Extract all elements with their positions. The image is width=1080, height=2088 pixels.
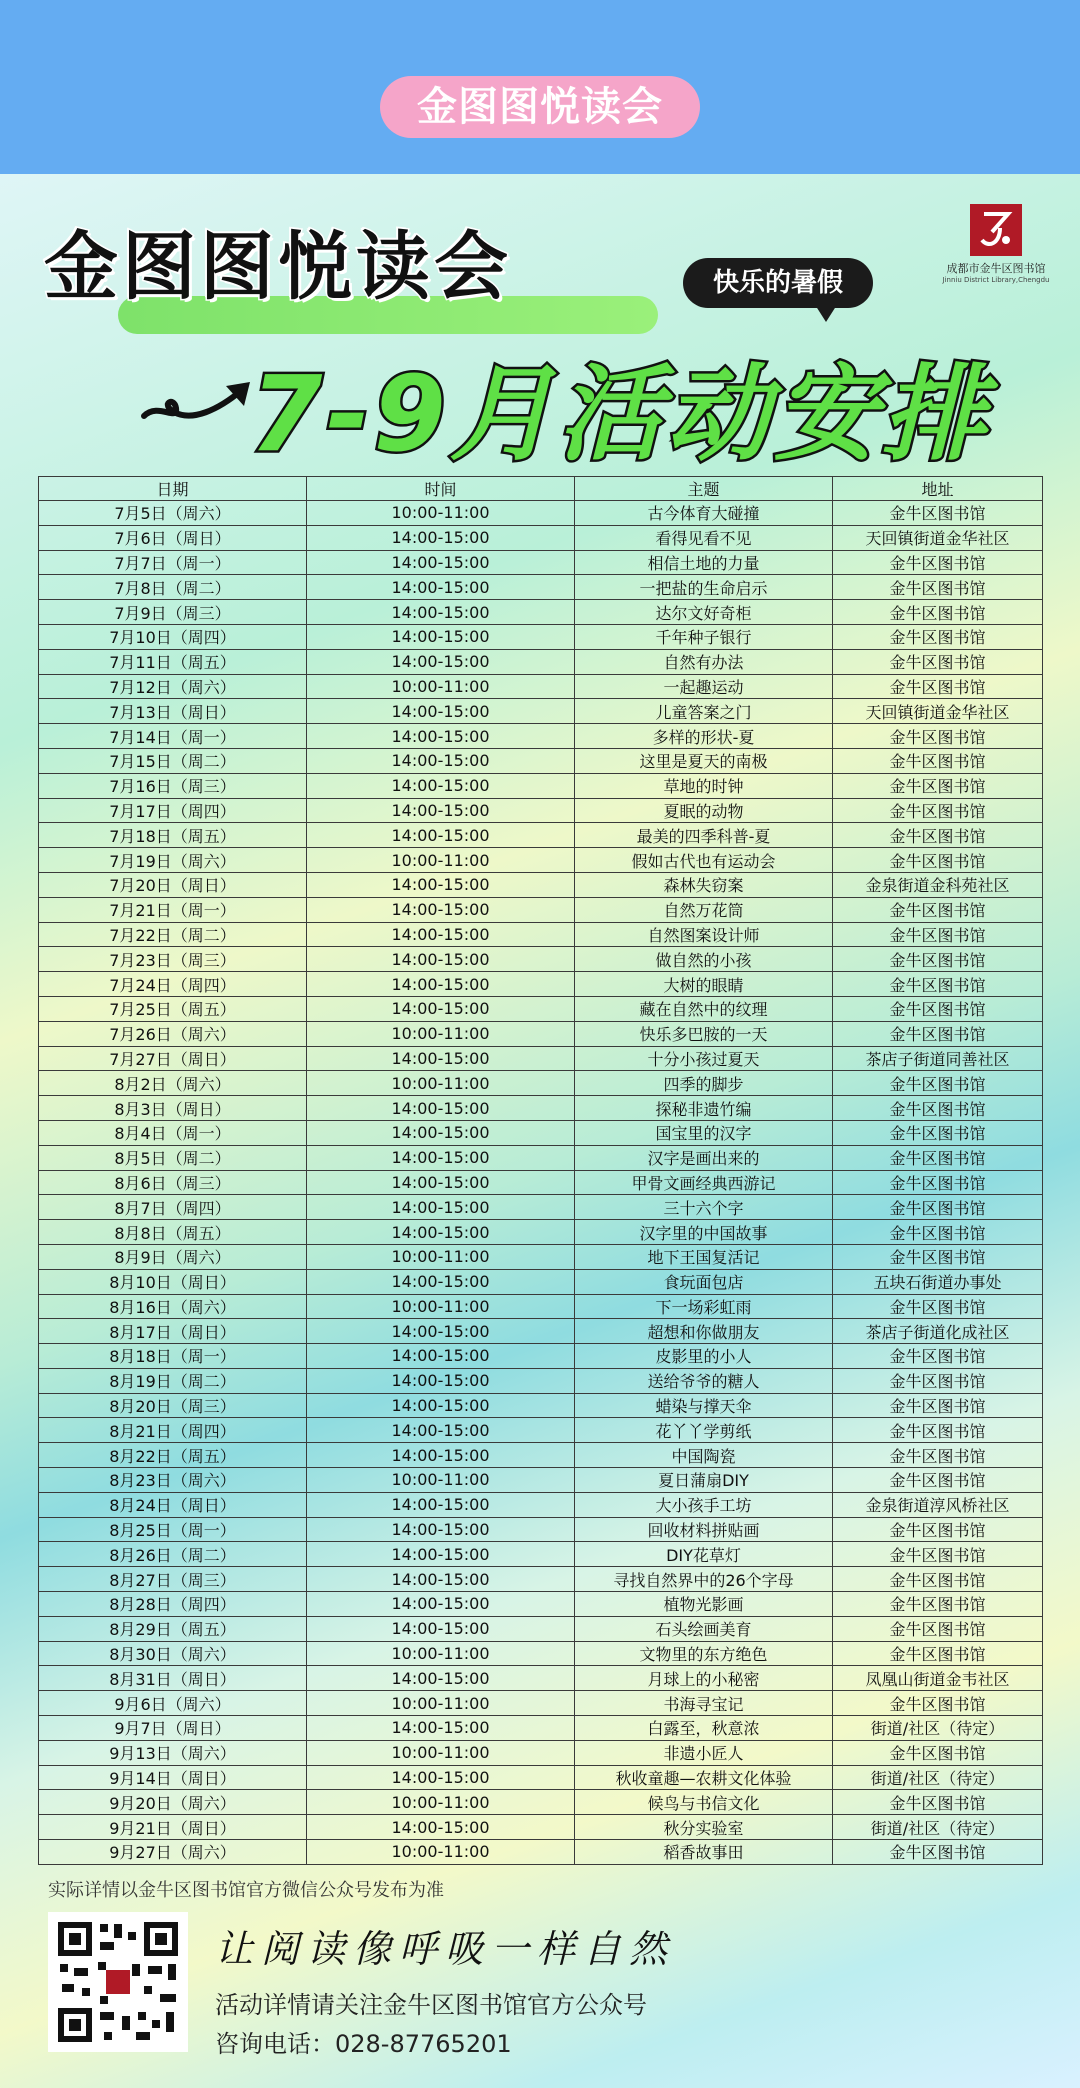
cell-date: 7月13日（周日） [39,699,307,724]
cell-topic: DIY花草灯 [575,1542,833,1567]
cell-date: 8月22日（周五） [39,1443,307,1468]
cell-topic: 十分小孩过夏天 [575,1046,833,1071]
cell-topic: 秋收童趣—农耕文化体验 [575,1765,833,1790]
cell-time: 14:00-15:00 [307,1170,575,1195]
cell-time: 14:00-15:00 [307,1616,575,1641]
cell-address: 金牛区图书馆 [833,649,1043,674]
library-logo-icon [970,204,1022,256]
table-row [39,501,1043,526]
cell-time: 14:00-15:00 [307,525,575,550]
cell-date: 9月20日（周六） [39,1790,307,1815]
table-row [39,649,1043,674]
cell-time: 14:00-15:00 [307,1195,575,1220]
cell-topic: 探秘非遗竹编 [575,1096,833,1121]
table-row [39,699,1043,724]
cell-topic: 寻找自然界中的26个字母 [575,1567,833,1592]
cell-topic: 秋分实验室 [575,1815,833,1840]
cell-topic: 夏日蒲扇DIY [575,1468,833,1493]
cell-date: 7月16日（周三） [39,773,307,798]
cell-time: 10:00-11:00 [307,1740,575,1765]
table-row [39,1344,1043,1369]
cell-date: 8月6日（周三） [39,1170,307,1195]
table-row [39,947,1043,972]
cell-topic: 石头绘画美育 [575,1616,833,1641]
table-row [39,525,1043,550]
table-row [39,1492,1043,1517]
cell-topic: 书海寻宝记 [575,1691,833,1716]
cell-time: 14:00-15:00 [307,575,575,600]
cell-topic: 四季的脚步 [575,1071,833,1096]
cell-address: 金牛区图书馆 [833,1195,1043,1220]
cell-topic: 食玩面包店 [575,1269,833,1294]
cell-topic: 森林失窃案 [575,872,833,897]
summer-bubble: 快乐的暑假 [683,258,873,308]
cell-date: 8月24日（周日） [39,1492,307,1517]
cell-time: 14:00-15:00 [307,624,575,649]
table-row [39,1691,1043,1716]
cell-date: 8月19日（周二） [39,1368,307,1393]
cell-time: 14:00-15:00 [307,1492,575,1517]
cell-topic: 自然有办法 [575,649,833,674]
cell-address: 金牛区图书馆 [833,1616,1043,1641]
cell-time: 10:00-11:00 [307,1840,575,1865]
table-row [39,550,1043,575]
table-row [39,1145,1043,1170]
cell-address: 金牛区图书馆 [833,1393,1043,1418]
table-row [39,748,1043,773]
cell-address: 金牛区图书馆 [833,1468,1043,1493]
follow-text: 活动详情请关注金牛区图书馆官方公众号 [215,1991,647,2019]
cell-time: 10:00-11:00 [307,1021,575,1046]
cell-date: 7月26日（周六） [39,1021,307,1046]
cell-time: 14:00-15:00 [307,1269,575,1294]
cell-date: 7月24日（周四） [39,972,307,997]
cell-address: 金牛区图书馆 [833,1443,1043,1468]
table-row [39,1170,1043,1195]
cell-date: 9月27日（周六） [39,1840,307,1865]
cell-address: 金牛区图书馆 [833,1145,1043,1170]
cell-time: 14:00-15:00 [307,550,575,575]
cell-address: 金牛区图书馆 [833,1567,1043,1592]
table-row [39,1542,1043,1567]
cell-address: 街道/社区（待定） [833,1815,1043,1840]
cell-time: 10:00-11:00 [307,1468,575,1493]
cell-address: 金牛区图书馆 [833,798,1043,823]
cell-date: 8月16日（周六） [39,1294,307,1319]
cell-topic: 三十六个字 [575,1195,833,1220]
cell-topic: 这里是夏天的南极 [575,748,833,773]
slogan: 让阅读像呼吸一样自然 [215,1927,676,1971]
table-row [39,798,1043,823]
cell-topic: 一把盐的生命启示 [575,575,833,600]
cell-date: 9月21日（周日） [39,1815,307,1840]
schedule-table [38,476,1043,1865]
cell-address: 金牛区图书馆 [833,897,1043,922]
cell-time: 14:00-15:00 [307,649,575,674]
table-row [39,1120,1043,1145]
cell-time: 10:00-11:00 [307,501,575,526]
table-row [39,996,1043,1021]
cell-topic: 送给爷爷的糖人 [575,1368,833,1393]
cell-time: 10:00-11:00 [307,1790,575,1815]
cell-date: 7月22日（周二） [39,922,307,947]
cell-address: 金牛区图书馆 [833,724,1043,749]
cell-date: 7月17日（周四） [39,798,307,823]
cell-topic: 做自然的小孩 [575,947,833,972]
cell-date: 7月18日（周五） [39,823,307,848]
cell-date: 7月10日（周四） [39,624,307,649]
cell-address: 金牛区图书馆 [833,996,1043,1021]
cell-date: 8月4日（周一） [39,1120,307,1145]
table-row [39,1096,1043,1121]
cell-time: 14:00-15:00 [307,972,575,997]
cell-topic: 自然图案设计师 [575,922,833,947]
cell-address: 金牛区图书馆 [833,1790,1043,1815]
cell-date: 7月14日（周一） [39,724,307,749]
cell-topic: 花丫丫学剪纸 [575,1418,833,1443]
cell-time: 14:00-15:00 [307,1592,575,1617]
cell-date: 8月28日（周四） [39,1592,307,1617]
cell-address: 金牛区图书馆 [833,1368,1043,1393]
cell-date: 7月9日（周三） [39,600,307,625]
cell-address: 金牛区图书馆 [833,1244,1043,1269]
cell-date: 9月13日（周六） [39,1740,307,1765]
cell-date: 8月10日（周日） [39,1269,307,1294]
table-row [39,1294,1043,1319]
cell-time: 14:00-15:00 [307,1418,575,1443]
cell-time: 10:00-11:00 [307,674,575,699]
cell-time: 14:00-15:00 [307,1046,575,1071]
cell-date: 9月14日（周日） [39,1765,307,1790]
table-row [39,1517,1043,1542]
cell-address: 金牛区图书馆 [833,1542,1043,1567]
cell-address: 金牛区图书馆 [833,748,1043,773]
top-banner [0,0,1080,174]
cell-time: 14:00-15:00 [307,996,575,1021]
cell-time: 14:00-15:00 [307,1368,575,1393]
table-row [39,1021,1043,1046]
cell-date: 8月7日（周四） [39,1195,307,1220]
cell-topic: 甲骨文画经典西游记 [575,1170,833,1195]
table-row [39,1220,1043,1245]
cell-date: 8月29日（周五） [39,1616,307,1641]
cell-time: 14:00-15:00 [307,1319,575,1344]
cell-time: 14:00-15:00 [307,1120,575,1145]
library-name: 成都市金牛区图书馆 [946,262,1046,275]
table-row [39,1468,1043,1493]
qr-code-icon [48,1912,188,2052]
cell-time: 14:00-15:00 [307,1666,575,1691]
table-row [39,1319,1043,1344]
cell-topic: 古今体育大碰撞 [575,501,833,526]
cell-address: 天回镇街道金华社区 [833,699,1043,724]
cell-topic: 候鸟与书信文化 [575,1790,833,1815]
cell-topic: 国宝里的汉字 [575,1120,833,1145]
cell-topic: 一起趣运动 [575,674,833,699]
cell-time: 14:00-15:00 [307,798,575,823]
table-row [39,823,1043,848]
cell-address: 金牛区图书馆 [833,1120,1043,1145]
table-row [39,1071,1043,1096]
cell-time: 14:00-15:00 [307,1220,575,1245]
cell-address: 金牛区图书馆 [833,1071,1043,1096]
cell-date: 7月19日（周六） [39,848,307,873]
table-row [39,972,1043,997]
cell-topic: 多样的形状-夏 [575,724,833,749]
cell-address: 金牛区图书馆 [833,1740,1043,1765]
schedule-headline: 7-9月活动安排 [250,353,990,475]
cell-date: 7月21日（周一） [39,897,307,922]
cell-time: 14:00-15:00 [307,1765,575,1790]
cell-time: 14:00-15:00 [307,897,575,922]
cell-time: 14:00-15:00 [307,724,575,749]
cell-address: 金牛区图书馆 [833,1220,1043,1245]
top-title-pill: 金图图悦读会 [380,76,700,138]
cell-time: 14:00-15:00 [307,600,575,625]
cell-time: 14:00-15:00 [307,872,575,897]
cell-time: 14:00-15:00 [307,1716,575,1741]
table-row [39,1840,1043,1865]
cell-time: 14:00-15:00 [307,1344,575,1369]
cell-date: 8月26日（周二） [39,1542,307,1567]
table-row [39,1666,1043,1691]
cell-date: 7月12日（周六） [39,674,307,699]
cell-address: 金牛区图书馆 [833,674,1043,699]
cell-date: 7月27日（周日） [39,1046,307,1071]
cell-time: 10:00-11:00 [307,1244,575,1269]
cell-address: 金牛区图书馆 [833,1170,1043,1195]
cell-address: 金牛区图书馆 [833,1418,1043,1443]
cell-topic: 千年种子银行 [575,624,833,649]
cell-time: 10:00-11:00 [307,1641,575,1666]
column-header-topic: 主题 [575,477,833,501]
cell-time: 14:00-15:00 [307,1145,575,1170]
table-row [39,1393,1043,1418]
table-row [39,1765,1043,1790]
cell-topic: 白露至，秋意浓 [575,1716,833,1741]
table-row [39,1443,1043,1468]
table-row [39,674,1043,699]
cell-date: 8月20日（周三） [39,1393,307,1418]
notice-text: 实际详情以金牛区图书馆官方微信公众号发布为准 [48,1880,444,1901]
cell-address: 五块石街道办事处 [833,1269,1043,1294]
cell-date: 8月23日（周六） [39,1468,307,1493]
cell-topic: 植物光影画 [575,1592,833,1617]
cell-address: 茶店子街道同善社区 [833,1046,1043,1071]
table-row [39,1269,1043,1294]
cell-address: 金牛区图书馆 [833,823,1043,848]
cell-address: 天回镇街道金华社区 [833,525,1043,550]
cell-time: 14:00-15:00 [307,773,575,798]
cell-time: 14:00-15:00 [307,1096,575,1121]
cell-date: 8月30日（周六） [39,1641,307,1666]
cell-topic: 超想和你做朋友 [575,1319,833,1344]
cell-date: 7月7日（周一） [39,550,307,575]
cell-date: 8月8日（周五） [39,1220,307,1245]
cell-address: 金泉街道金科苑社区 [833,872,1043,897]
table-row [39,922,1043,947]
cell-address: 凤凰山街道金韦社区 [833,1666,1043,1691]
cell-topic: 大树的眼睛 [575,972,833,997]
cell-date: 8月21日（周四） [39,1418,307,1443]
table-row [39,872,1043,897]
cell-address: 金牛区图书馆 [833,1641,1043,1666]
table-row [39,575,1043,600]
cell-time: 14:00-15:00 [307,823,575,848]
cell-date: 7月20日（周日） [39,872,307,897]
cell-address: 金牛区图书馆 [833,624,1043,649]
cell-address: 金牛区图书馆 [833,947,1043,972]
cell-topic: 儿童答案之门 [575,699,833,724]
cell-topic: 达尔文好奇柜 [575,600,833,625]
cell-date: 8月27日（周三） [39,1567,307,1592]
table-row [39,1418,1043,1443]
cell-address: 金牛区图书馆 [833,773,1043,798]
cell-topic: 草地的时钟 [575,773,833,798]
table-row [39,1195,1043,1220]
table-row [39,1716,1043,1741]
cell-topic: 稻香故事田 [575,1840,833,1865]
cell-topic: 相信土地的力量 [575,550,833,575]
table-row [39,724,1043,749]
cell-time: 10:00-11:00 [307,1294,575,1319]
cell-date: 8月17日（周日） [39,1319,307,1344]
cell-address: 街道/社区（待定） [833,1765,1043,1790]
cell-date: 8月18日（周一） [39,1344,307,1369]
schedule-body [39,501,1043,1865]
cell-date: 7月23日（周三） [39,947,307,972]
cell-topic: 藏在自然中的纹理 [575,996,833,1021]
column-header-date: 日期 [39,477,307,501]
table-row [39,1790,1043,1815]
cell-topic: 看得见看不见 [575,525,833,550]
cell-time: 14:00-15:00 [307,1393,575,1418]
cell-date: 7月25日（周五） [39,996,307,1021]
cell-date: 8月31日（周日） [39,1666,307,1691]
cell-topic: 下一场彩虹雨 [575,1294,833,1319]
cell-time: 10:00-11:00 [307,1691,575,1716]
cell-address: 金牛区图书馆 [833,972,1043,997]
cell-address: 金牛区图书馆 [833,575,1043,600]
cell-address: 金牛区图书馆 [833,1691,1043,1716]
column-header-address: 地址 [833,477,1043,501]
table-row [39,1815,1043,1840]
cell-topic: 非遗小匠人 [575,1740,833,1765]
cell-date: 7月6日（周日） [39,525,307,550]
cell-topic: 大小孩手工坊 [575,1492,833,1517]
cell-topic: 文物里的东方绝色 [575,1641,833,1666]
cell-topic: 自然万花筒 [575,897,833,922]
cell-time: 10:00-11:00 [307,848,575,873]
cell-time: 14:00-15:00 [307,699,575,724]
cell-address: 街道/社区（待定） [833,1716,1043,1741]
table-row [39,1368,1043,1393]
library-logo [922,204,1070,284]
cell-date: 9月6日（周六） [39,1691,307,1716]
table-row [39,600,1043,625]
table-row [39,1592,1043,1617]
cell-time: 14:00-15:00 [307,1517,575,1542]
cell-topic: 皮影里的小人 [575,1344,833,1369]
cell-address: 茶店子街道化成社区 [833,1319,1043,1344]
cell-address: 金牛区图书馆 [833,1517,1043,1542]
table-row [39,624,1043,649]
cell-time: 14:00-15:00 [307,748,575,773]
cell-date: 8月5日（周二） [39,1145,307,1170]
table-row [39,1740,1043,1765]
column-header-time: 时间 [307,477,575,501]
cell-date: 7月15日（周二） [39,748,307,773]
cell-address: 金牛区图书馆 [833,550,1043,575]
cell-topic: 最美的四季科普-夏 [575,823,833,848]
swirl-arrow-icon [138,372,268,428]
cell-date: 7月5日（周六） [39,501,307,526]
cell-address: 金牛区图书馆 [833,1592,1043,1617]
table-row [39,1567,1043,1592]
cell-address: 金牛区图书馆 [833,848,1043,873]
cell-address: 金牛区图书馆 [833,1096,1043,1121]
cell-time: 14:00-15:00 [307,1542,575,1567]
cell-topic: 中国陶瓷 [575,1443,833,1468]
cell-date: 8月25日（周一） [39,1517,307,1542]
cell-time: 14:00-15:00 [307,947,575,972]
cell-address: 金牛区图书馆 [833,1294,1043,1319]
cell-address: 金牛区图书馆 [833,600,1043,625]
table-row [39,1244,1043,1269]
cell-topic: 快乐多巴胺的一天 [575,1021,833,1046]
cell-date: 7月8日（周二） [39,575,307,600]
cell-address: 金牛区图书馆 [833,501,1043,526]
cell-time: 14:00-15:00 [307,1443,575,1468]
cell-topic: 夏眠的动物 [575,798,833,823]
cell-address: 金牛区图书馆 [833,1840,1043,1865]
brand-title: 金图图悦读会 [44,224,512,310]
cell-time: 10:00-11:00 [307,1071,575,1096]
cell-topic: 假如古代也有运动会 [575,848,833,873]
phone-text: 咨询电话：028-87765201 [215,2030,512,2058]
table-header-row [39,477,1043,501]
cell-topic: 蜡染与撑天伞 [575,1393,833,1418]
cell-address: 金泉街道淳风桥社区 [833,1492,1043,1517]
cell-topic: 回收材料拼贴画 [575,1517,833,1542]
cell-address: 金牛区图书馆 [833,1344,1043,1369]
table-row [39,1616,1043,1641]
library-name-en: Jinniu District Library,Chengdu [942,276,1050,284]
cell-time: 14:00-15:00 [307,1815,575,1840]
cell-date: 9月7日（周日） [39,1716,307,1741]
cell-date: 7月11日（周五） [39,649,307,674]
cell-time: 14:00-15:00 [307,922,575,947]
cell-address: 金牛区图书馆 [833,922,1043,947]
cell-date: 8月2日（周六） [39,1071,307,1096]
cell-address: 金牛区图书馆 [833,1021,1043,1046]
cell-topic: 月球上的小秘密 [575,1666,833,1691]
cell-time: 14:00-15:00 [307,1567,575,1592]
table-row [39,1641,1043,1666]
table-row [39,897,1043,922]
table-row [39,773,1043,798]
cell-date: 8月3日（周日） [39,1096,307,1121]
cell-topic: 汉字里的中国故事 [575,1220,833,1245]
table-row [39,848,1043,873]
table-row [39,1046,1043,1071]
bubble-tail [812,300,840,322]
cell-topic: 地下王国复活记 [575,1244,833,1269]
cell-date: 8月9日（周六） [39,1244,307,1269]
cell-topic: 汉字是画出来的 [575,1145,833,1170]
